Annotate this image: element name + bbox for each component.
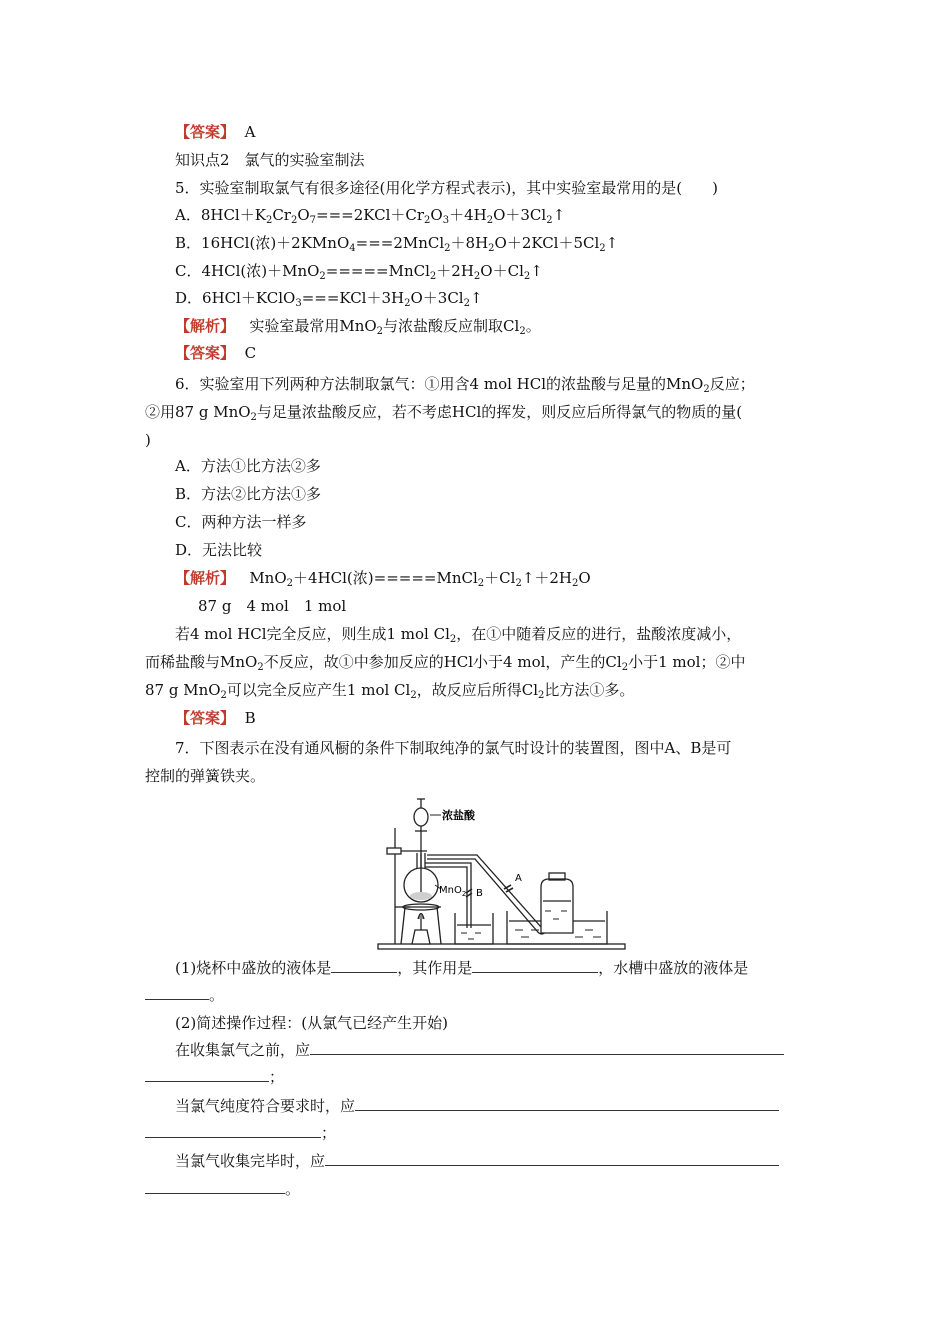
q6-explanation-3: 87 g MnO$_2$可以完全反应产生1 mol $Cl_2$，故反应后所得$Cl_2$比方法①多。 xyxy=(145,681,635,701)
q6-option-b: B．方法②比方法①多 xyxy=(175,485,322,503)
answer-tag: 【答案】 xyxy=(175,709,236,727)
q6-option-a: A．方法①比方法②多 xyxy=(175,457,321,475)
label-conc-hcl: 浓盐酸 xyxy=(442,809,475,822)
answer-tag: 【答案】 xyxy=(175,123,236,141)
q6-option-d: D．无法比较 xyxy=(175,541,263,559)
q6-answer: 【答案】 B xyxy=(175,709,256,727)
analysis-tag: 【解析】 xyxy=(175,317,236,335)
q7-part2-heading: (2)简述操作过程：(从氯气已经产生开始) xyxy=(175,1014,448,1032)
q7-stem-line-2: 控制的弹簧铁夹。 xyxy=(145,767,266,785)
blank[interactable] xyxy=(472,958,598,973)
analysis-tag: 【解析】 xyxy=(175,569,236,587)
q5-option-d: D．$6HCl+KClO_3===KCl+3H_2O+3Cl_2↑$ xyxy=(175,289,483,309)
blank[interactable] xyxy=(331,958,397,973)
blank[interactable] xyxy=(145,1179,285,1194)
separatory-funnel xyxy=(414,808,428,826)
q7-step2: 当氯气纯度符合要求时，应 xyxy=(175,1096,779,1116)
q6-option-c: C．两种方法一样多 xyxy=(175,513,307,531)
q7-step3-cont: 。 xyxy=(145,1179,300,1199)
q7-step3: 当氯气收集完毕时，应 xyxy=(175,1151,779,1171)
q5-option-c: C．4HCl(浓)$+MnO_2=====MnCl_2+2H_2O+Cl_2↑$ xyxy=(175,262,543,282)
q5-answer: 【答案】 C xyxy=(175,344,257,362)
gas-collecting-bottle xyxy=(541,879,573,933)
q6-analysis-quantities: 87 g 4 mol 1 mol xyxy=(198,597,347,615)
apparatus-figure xyxy=(375,793,628,951)
q7-step1-cont: ； xyxy=(145,1067,284,1087)
knowledge-point-heading: 知识点2 氯气的实验室制法 xyxy=(175,151,365,169)
stand-base xyxy=(378,944,625,949)
q6-explanation-1: 若4 mol HCl完全反应，则生成1 mol $Cl_2$，在①中随着反应的进行，盐酸浓度减小， xyxy=(175,625,742,645)
blank[interactable] xyxy=(145,985,209,1000)
answer-tag: 【答案】 xyxy=(175,344,236,362)
q7-step1: 在收集氯气之前，应 xyxy=(175,1040,784,1060)
q7-stem-line-1: 7．下图表示在没有通风橱的条件下制取纯净的氯气时设计的装置图，图中A、B是可 xyxy=(175,739,732,757)
blank[interactable] xyxy=(145,1067,269,1082)
answer-value: A xyxy=(244,123,256,141)
alcohol-lamp xyxy=(412,930,430,944)
label-b: B xyxy=(476,888,483,899)
q7-part1-line-2: 。 xyxy=(145,985,224,1005)
q6-stem-line-1: 6．实验室用下列两种方法制取氯气：①用含4 mol HCl的浓盐酸与足量的MnO$_2$反应； xyxy=(175,375,755,395)
blank[interactable] xyxy=(145,1123,321,1138)
q5-analysis: 【解析】 实验室最常用MnO$_2$与浓盐酸反应制取$Cl_2$。 xyxy=(175,317,541,337)
q5-option-b: B．16HCl(浓)$+2KMnO_4===2MnCl_2+8H_2O+2KCl+5Cl_2↑$ xyxy=(175,234,619,254)
q7-step2-cont: ； xyxy=(145,1123,336,1143)
q6-stem-line-2: ②用87 g MnO$_2$与足量浓盐酸反应，若不考虑HCl的挥发，则反应后所得氯气的物质的量( xyxy=(145,403,743,423)
q7-part1-line: (1)烧杯中盛放的液体是 ，其作用是 ，水槽中盛放的液体是 xyxy=(175,959,749,977)
q5-stem: 5．实验室制取氯气有很多途径(用化学方程式表示)，其中实验室最常用的是( ) xyxy=(175,179,718,197)
q5-option-a: A．$8HCl+K_2Cr_2O_7===2KCl+Cr_2O_3+4H_2O+3Cl_2↑$ xyxy=(175,206,566,226)
answer-line-1 xyxy=(175,122,255,142)
blank[interactable] xyxy=(325,1151,779,1166)
q6-stem-line-3: ) xyxy=(145,431,151,449)
label-mno2: MnO$_2$ xyxy=(439,885,467,898)
label-a: A xyxy=(515,873,522,884)
blank[interactable] xyxy=(355,1096,779,1111)
q6-analysis-equation: 【解析】 MnO$_2$＋4HCl(浓)$=====MnCl_2+Cl_2↑+2H_2O$ xyxy=(175,569,591,589)
q6-explanation-2: 而稀盐酸与MnO$_2$不反应，故①中参加反应的HCl小于4 mol，产生的$Cl_2$小于1 mol；②中 xyxy=(145,653,746,673)
blank[interactable] xyxy=(310,1040,784,1055)
